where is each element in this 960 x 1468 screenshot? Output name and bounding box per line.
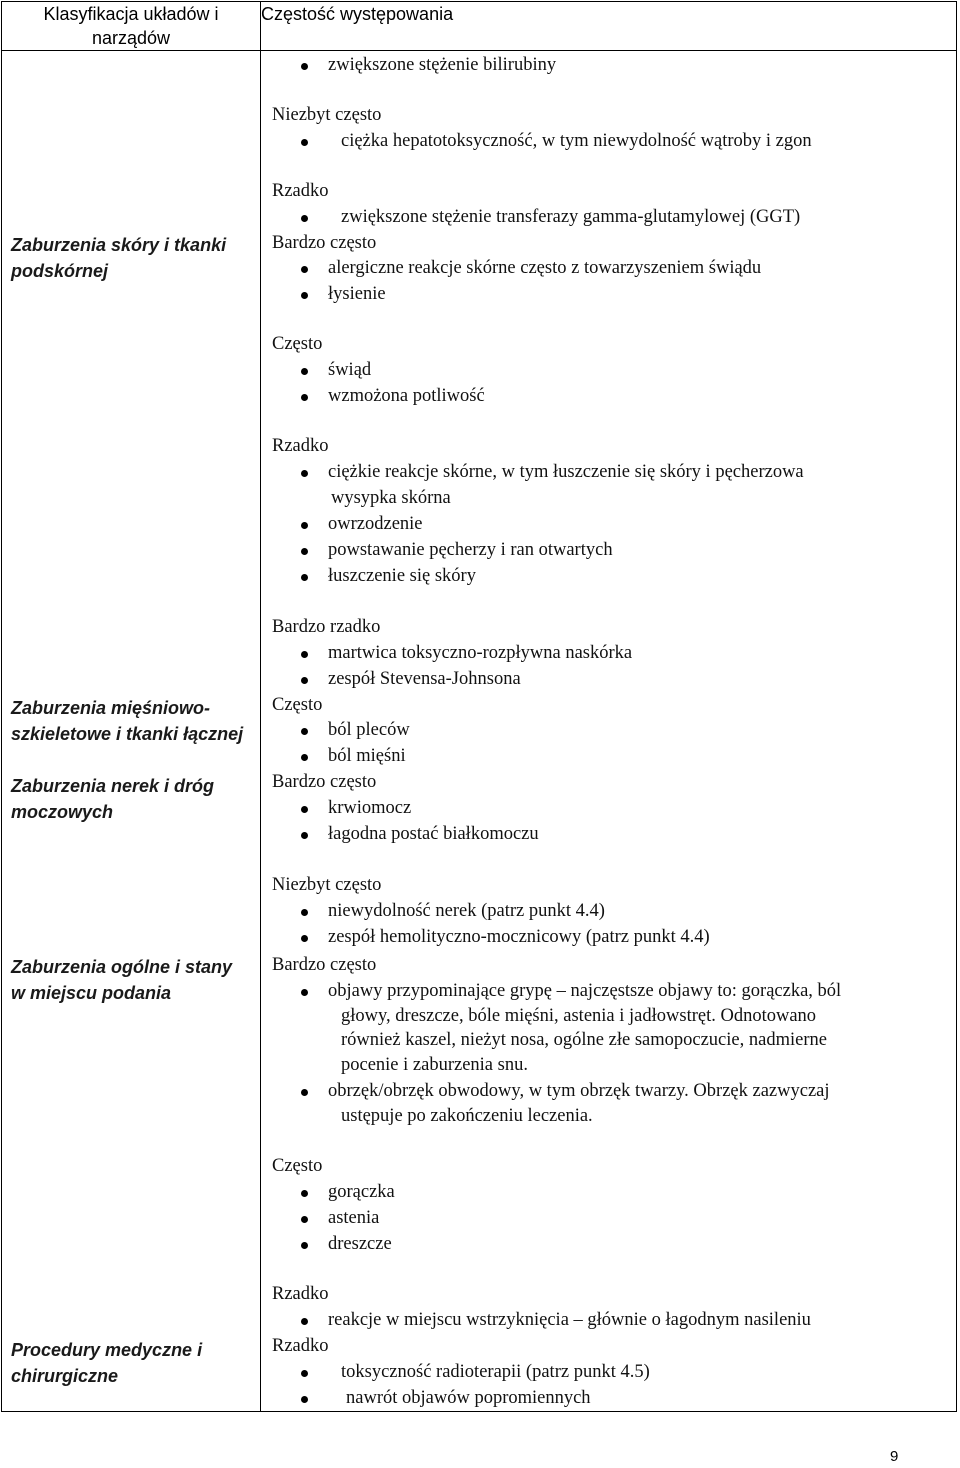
reaction-item: reakcje w miejscu wstrzyknięcia – głównie o łagodnym nasileniu: [328, 1310, 811, 1330]
bullet-icon: [301, 394, 308, 401]
bullet-icon: [301, 368, 308, 375]
bullet-icon: [301, 1089, 308, 1096]
reaction-item-continuation: wysypka skórna: [331, 488, 451, 508]
reaction-item: zespół hemolityczno-mocznicowy (patrz punkt 4.4): [328, 927, 710, 947]
reaction-item: łuszczenie się skóry: [328, 566, 476, 586]
reaction-item: ból pleców: [328, 720, 410, 740]
reaction-item: alergiczne reakcje skórne często z towarzyszeniem świądu: [328, 258, 762, 278]
bullet-icon: [301, 548, 308, 555]
reaction-item: ciężkie reakcje skórne, w tym łuszczenie się skóry i pęcherzowa: [328, 462, 804, 482]
bullet-icon: [301, 806, 308, 813]
class-renal: Zaburzenia nerek i dróg moczowych: [11, 776, 215, 822]
frequency-label: Bardzo rzadko: [272, 617, 381, 637]
class-musculoskeletal: Zaburzenia mięśniowo-szkieletowe i tkanki łącznej: [11, 698, 244, 744]
class-skin: Zaburzenia skóry i tkanki podskórnej: [11, 235, 227, 281]
reaction-item: nawrót objawów popromiennych: [346, 1388, 591, 1408]
frequency-label: Często: [272, 334, 323, 354]
frequency-label: Bardzo często: [272, 955, 377, 975]
bullet-icon: [301, 470, 308, 477]
reaction-item: łagodna postać białkomoczu: [328, 824, 539, 844]
bullet-icon: [301, 728, 308, 735]
frequency-label: Niezbyt często: [272, 875, 382, 895]
reaction-item: zwiększone stężenie transferazy gamma-glutamylowej (GGT): [341, 207, 801, 227]
bullet-icon: [301, 215, 308, 222]
reaction-item-continuation: głowy, dreszcze, bóle mięśni, astenia i jadłowstręt. Odnotowano: [341, 1006, 817, 1026]
reaction-item: martwica toksyczno-rozpływna naskórka: [328, 643, 633, 663]
reaction-item: zwiększone stężenie bilirubiny: [328, 55, 557, 75]
class-general: Zaburzenia ogólne i stany w miejscu podania: [11, 957, 233, 1003]
bullet-icon: [301, 266, 308, 273]
bullet-icon: [301, 935, 308, 942]
bullet-icon: [301, 754, 308, 761]
reaction-item: krwiomocz: [328, 798, 412, 818]
frequency-label: Często: [272, 695, 323, 715]
body-row: [2, 51, 957, 1412]
bullet-icon: [301, 1190, 308, 1197]
reaction-item: obrzęk/obrzęk obwodowy, w tym obrzęk twarzy. Obrzęk zazwyczaj: [328, 1081, 830, 1101]
frequency-label: Rzadko: [272, 1284, 329, 1304]
bullet-icon: [301, 1242, 308, 1249]
frequency-label: Rzadko: [272, 436, 329, 456]
reaction-item-continuation: pocenie i zaburzenia snu.: [341, 1055, 528, 1075]
reaction-item: wzmożona potliwość: [328, 386, 485, 406]
bullet-icon: [301, 989, 308, 996]
frequency-label: Niezbyt często: [272, 105, 382, 125]
bullet-icon: [301, 574, 308, 581]
bullet-icon: [301, 909, 308, 916]
reaction-item: łysienie: [328, 284, 386, 304]
bullet-icon: [301, 832, 308, 839]
reaction-item: zespół Stevensa-Johnsona: [328, 669, 521, 689]
adverse-reactions-table: [1, 1, 957, 1412]
reaction-item: gorączka: [328, 1182, 395, 1202]
reaction-item: owrzodzenie: [328, 514, 423, 534]
frequency-label: Rzadko: [272, 1336, 329, 1356]
reaction-item: astenia: [328, 1208, 380, 1228]
bullet-icon: [301, 1216, 308, 1223]
reaction-item: toksyczność radioterapii (patrz punkt 4.5): [341, 1362, 650, 1382]
reaction-item: ciężka hepatotoksyczność, w tym niewydolność wątroby i zgon: [341, 131, 812, 151]
reaction-item-continuation: również kaszel, nieżyt nosa, ogólne złe samopoczucie, nadmierne: [341, 1030, 827, 1050]
page-number: 9: [890, 1448, 899, 1465]
bullet-icon: [301, 63, 308, 70]
header-frequency: Częstość występowania: [261, 2, 957, 51]
bullet-icon: [301, 1396, 308, 1403]
reaction-item: objawy przypominające grypę – najczęstsze objawy to: gorączka, ból: [328, 981, 842, 1001]
organ-class-column: [2, 51, 261, 1412]
bullet-icon: [301, 651, 308, 658]
reaction-item: niewydolność nerek (patrz punkt 4.4): [328, 901, 605, 921]
reaction-item: dreszcze: [328, 1234, 392, 1254]
frequency-column: [261, 51, 957, 1412]
reaction-item: świąd: [328, 360, 372, 380]
bullet-icon: [301, 522, 308, 529]
bullet-icon: [301, 1370, 308, 1377]
bullet-icon: [301, 677, 308, 684]
header-row: [2, 2, 957, 51]
reaction-item-continuation: ustępuje po zakończeniu leczenia.: [341, 1106, 593, 1126]
bullet-icon: [301, 292, 308, 299]
frequency-label: Często: [272, 1156, 323, 1176]
frequency-label: Bardzo często: [272, 233, 377, 253]
frequency-label: Rzadko: [272, 181, 329, 201]
header-organ-class: Klasyfikacja układów i narządów: [2, 2, 261, 51]
bullet-icon: [301, 139, 308, 146]
reaction-item: powstawanie pęcherzy i ran otwartych: [328, 540, 613, 560]
bullet-icon: [301, 1318, 308, 1325]
frequency-label: Bardzo często: [272, 772, 377, 792]
class-procedures: Procedury medyczne i chirurgiczne: [11, 1340, 203, 1386]
reaction-item: ból mięśni: [328, 746, 406, 766]
